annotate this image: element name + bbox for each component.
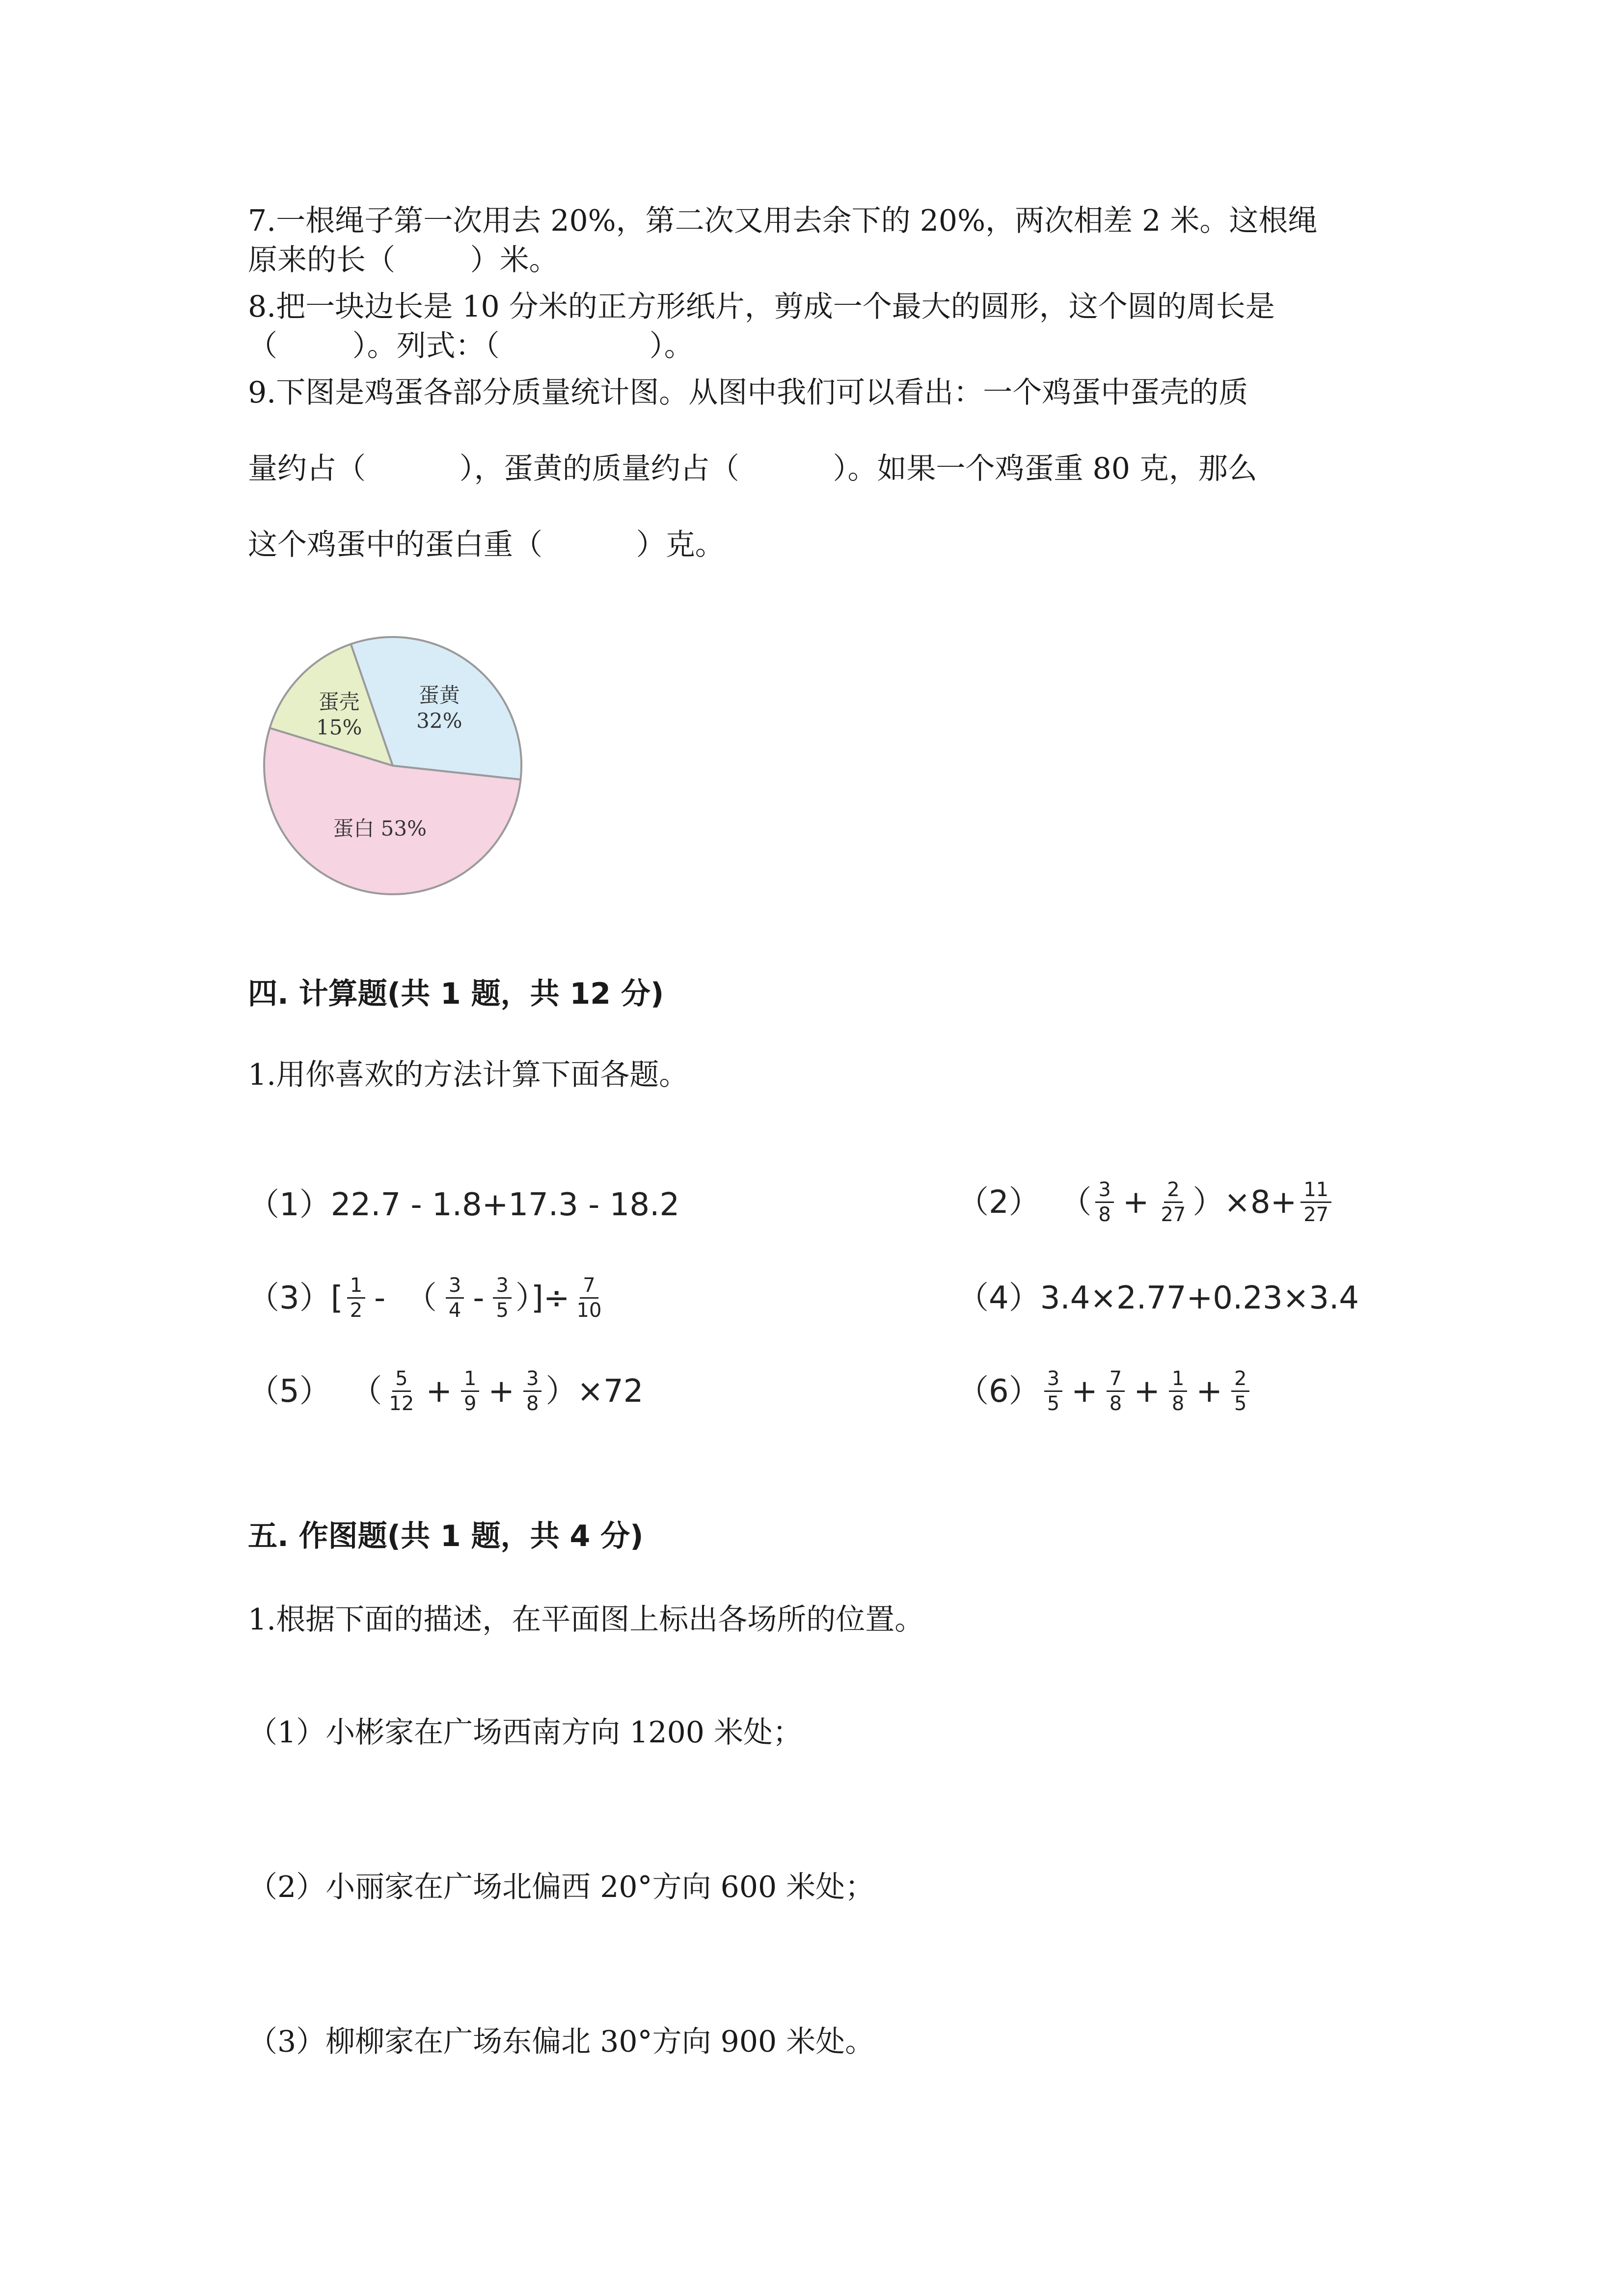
expression-2-prefix: （2） （ (957, 1184, 1092, 1221)
denominator: 5 (1234, 1392, 1247, 1415)
denominator: 4 (448, 1299, 461, 1322)
denominator: 12 (389, 1392, 414, 1415)
expression-3-fraction-4 (574, 1274, 605, 1322)
denominator: 9 (463, 1392, 477, 1415)
expression-2-fraction-2 (1158, 1178, 1189, 1227)
numerator: 5 (392, 1367, 410, 1392)
pie-slice-label: 蛋黄 (418, 683, 460, 708)
expression-5-fraction-1 (386, 1367, 417, 1415)
plus-operator: + (1071, 1373, 1098, 1410)
plus-operator: + (1196, 1373, 1222, 1410)
expression-3 (248, 1274, 608, 1322)
expression-5-fraction-2 (461, 1367, 479, 1415)
question-8-line-1: 8.把一块边长是 10 分米的正方形纸片，剪成一个最大的圆形，这个圆的周长是 (248, 290, 1275, 324)
expression-5 (248, 1367, 644, 1415)
plus-operator: + (1122, 1184, 1149, 1221)
question-9-line-1: 9.下图是鸡蛋各部分质量统计图。从图中我们可以看出：一个鸡蛋中蛋壳的质 (248, 375, 1248, 410)
expression-2 (957, 1178, 1335, 1227)
numerator: 7 (580, 1274, 598, 1299)
pie-slice-value-label: 32% (416, 709, 462, 733)
numerator: 2 (1231, 1367, 1249, 1392)
expression-5-fraction-3 (523, 1367, 541, 1415)
question-9-line-2: 量约占（ ），蛋黄的质量约占（ ）。如果一个鸡蛋重 80 克，那么 (248, 452, 1257, 486)
expression-4-text: （4）3.4×2.77+0.23×3.4 (957, 1280, 1359, 1316)
numerator: 1 (1169, 1367, 1187, 1392)
expression-4 (957, 1276, 1359, 1320)
denominator: 5 (496, 1299, 509, 1322)
section-5-question-1: 1.根据下面的描述，在平面图上标出各场所的位置。 (248, 1602, 924, 1637)
expression-6-prefix: （6） (957, 1373, 1040, 1410)
denominator: 8 (1171, 1392, 1185, 1415)
section-5-item-1: （1）小彬家在广场西南方向 1200 米处； (248, 1715, 803, 1750)
denominator: 10 (576, 1299, 602, 1322)
expression-5-prefix: （5） （ (248, 1373, 382, 1410)
section-5-item-2: （2）小丽家在广场北偏西 20°方向 600 米处； (248, 1870, 875, 1904)
expression-3-middle: ）]÷ (515, 1280, 570, 1316)
denominator: 8 (1098, 1203, 1111, 1226)
numerator: 3 (493, 1274, 511, 1299)
minus-operator: - (473, 1280, 485, 1316)
plus-operator: + (488, 1373, 515, 1410)
numerator: 11 (1300, 1178, 1331, 1203)
expression-2-fraction-3 (1300, 1178, 1331, 1227)
expression-5-suffix: ）×72 (545, 1373, 644, 1410)
expression-6-fraction-1 (1044, 1367, 1062, 1415)
expression-2-middle: ）×8+ (1192, 1184, 1297, 1221)
question-9-line-3: 这个鸡蛋中的蛋白重（ ）克。 (248, 528, 725, 562)
expression-2-fraction-1 (1095, 1178, 1113, 1227)
expression-6-fraction-3 (1169, 1367, 1187, 1415)
expression-3-prefix: （3）[ (248, 1280, 343, 1316)
denominator: 27 (1303, 1203, 1329, 1226)
numerator: 3 (1044, 1367, 1062, 1392)
expression-1-text: （1）22.7 - 1.8+17.3 - 18.2 (248, 1187, 680, 1223)
denominator: 2 (350, 1299, 363, 1322)
expression-6-fraction-2 (1107, 1367, 1125, 1415)
numerator: 7 (1107, 1367, 1125, 1392)
expression-3-fraction-1 (347, 1274, 365, 1322)
denominator: 8 (1109, 1392, 1122, 1415)
pie-slice-value-label: 蛋白 53% (333, 816, 427, 841)
question-8-line-2: （ ）。列式：（ ）。 (248, 329, 694, 363)
expression-6 (957, 1367, 1253, 1415)
pie-slice-value-label: 15% (316, 715, 362, 740)
denominator: 8 (526, 1392, 539, 1415)
question-7-line-1: 7.一根绳子第一次用去 20%，第二次又用去余下的 20%，两次相差 2 米。这根绳 (248, 204, 1318, 238)
numerator: 3 (523, 1367, 541, 1392)
section-4-heading: 四. 计算题(共 1 题，共 12 分) (248, 977, 664, 1011)
numerator: 1 (461, 1367, 479, 1392)
section-5-item-3: （3）柳柳家在广场东偏北 30°方向 900 米处。 (248, 2025, 875, 2059)
denominator: 27 (1161, 1203, 1186, 1226)
numerator: 2 (1164, 1178, 1182, 1203)
denominator: 5 (1047, 1392, 1060, 1415)
expression-3-fraction-3 (493, 1274, 511, 1322)
plus-operator: + (1134, 1373, 1160, 1410)
plus-operator: + (426, 1373, 452, 1410)
expression-3-fraction-2 (446, 1274, 464, 1322)
egg-composition-pie-chart (255, 628, 530, 903)
expression-3-operator-1: - （ (374, 1280, 437, 1316)
pie-slice-label: 蛋壳 (318, 690, 360, 714)
section-4-question-1: 1.用你喜欢的方法计算下面各题。 (248, 1058, 689, 1092)
expression-1 (248, 1183, 679, 1227)
section-5-heading: 五. 作图题(共 1 题，共 4 分) (248, 1519, 644, 1553)
expression-6-fraction-4 (1231, 1367, 1249, 1415)
numerator: 1 (347, 1274, 365, 1299)
numerator: 3 (446, 1274, 464, 1299)
question-7-line-2: 原来的长（ ）米。 (248, 243, 559, 277)
numerator: 3 (1095, 1178, 1113, 1203)
